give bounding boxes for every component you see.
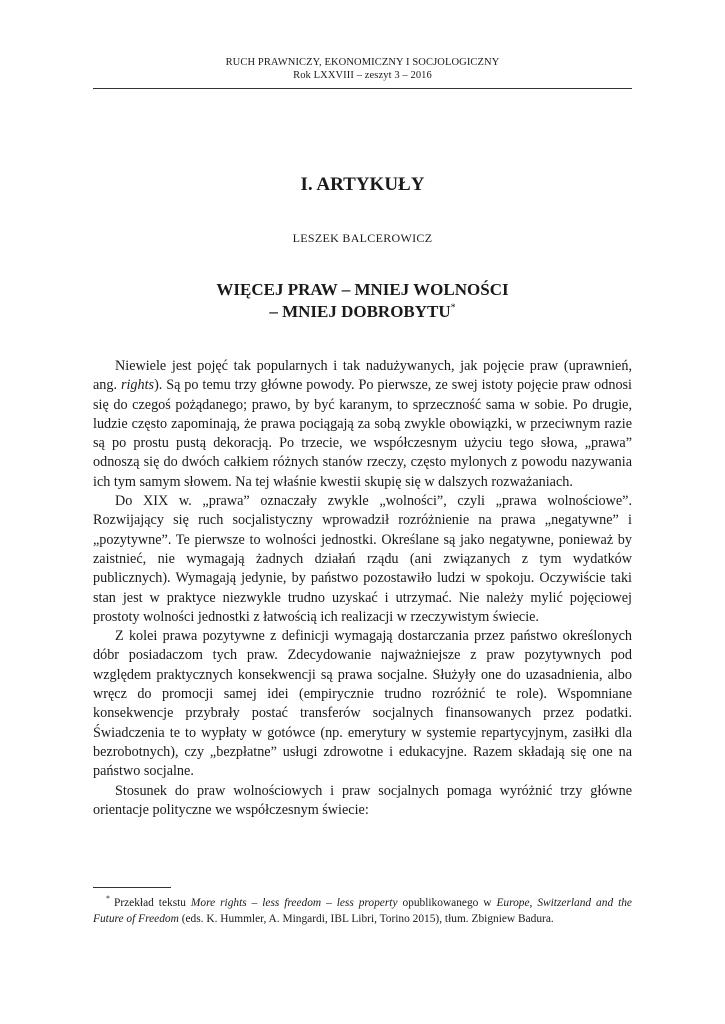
author-name: LESZEK BALCEROWICZ	[292, 231, 433, 245]
footnote-text-a: Przekład tekstu	[114, 897, 191, 909]
section-title: I. ARTYKUŁY	[300, 174, 425, 195]
paragraph-1	[93, 357, 632, 492]
journal-name: RUCH PRAWNICZY, EKONOMICZNY I SOCJOLOGICZNY	[225, 57, 500, 68]
running-head	[93, 56, 632, 82]
paragraph-4: Stosunek do praw wolnościowych i praw socjalnych pomaga wyróżnić trzy główne orientacje polityczne we współczesnym świecie:	[93, 782, 632, 818]
footnote-divider	[93, 887, 171, 888]
article-title-line-1: WIĘCEJ PRAW – MNIEJ WOLNOŚCI	[216, 280, 509, 299]
article-title-line-2	[93, 301, 632, 323]
paragraph-1-part-a: Niewiele jest pojęć tak popularnych i tak nadużywanych, jak pojęcie praw (uprawnień, ang.	[93, 358, 632, 394]
issue-info: Rok LXXVIII – zeszyt 3 – 2016	[293, 70, 432, 81]
footnote	[93, 896, 632, 927]
paragraph-2: Do XIX w. „prawa” oznaczały zwykle „wolności”, czyli „prawa wolnościowe”. Rozwijający się ruch socjalistyczny wprowadził rozróżnienie na prawa „negatywne” i „pozytywne”. Te pierwsze to wolności jednostki. Określane są jako negatywne, ponieważ by zaistnieć, nie wymagają żadnych działań rządu (ani związanych z tym wydatków publicznych). Wymagają jedynie, by państwo pozostawiło ludzi w spokoju. Oczywiście taki stan jest w praktyce niezwykle trudno uzyskać i utrzymać. Nie należy mylić pojęciowej prostoty wolności jednostki z łatwością ich realizacji w rzeczywistym świecie.	[93, 493, 632, 625]
paragraph-1-part-b: ). Są po temu trzy główne powody. Po pierwsze, ze swej istoty pojęcie praw odnosi się do czegoś pożądanego; prawo, by być karanym, to sprzeczność sama w sobie. Po drugie, ludzie często zapominają, że prawa pociągają za sobą zwykle obowiązki, w przeciwnym razie są po prostu pustą dekoracją. Po trzecie, we współczesnym użyciu tego słowa, „prawa” odnoszą się do dwóch całkiem różnych stanów rzeczy, często mylonych z powodu nazywania ich tym samym słowem. Na tej właśnie kwestii skupię się w dalszych rozważaniach.	[93, 377, 632, 490]
footnote-reference-mark[interactable]: *	[450, 302, 456, 314]
paragraph-1-italic-term: rights	[120, 377, 155, 394]
footnote-italic-title: More rights – less freedom – less property	[190, 897, 398, 909]
footnote-italic-book: Europe, Switzerland and the Future of Freedom	[93, 897, 632, 925]
article-title	[93, 279, 632, 323]
journal-page	[93, 0, 632, 1024]
header-divider	[93, 88, 632, 89]
paragraph-3: Z kolei prawa pozytywne z definicji wymagają dostarczania przez państwo określonych dóbr posiadaczom tych praw. Zdecydowanie najważniejsze z praw pozytywnych pod względem praktycznych konsekwencji są prawa socjalne. Służyły one do uzasadnienia, albo wręcz do promocji samej idei (empirycznie trudno rozróżnić te role). Wspomniane konsekwencje przybrały postać transferów socjalnych finansowanych przez podatki. Świadczenia te to wypłaty w gotówce (np. emerytury w systemie repartycyjnym, zasiłki dla bezrobotnych), czy „bezpłatne” usługi zdrowotne i edukacyjne. Razem składają się one na państwo socjalne.	[93, 628, 632, 780]
footnote-text-c: (eds. K. Hummler, A. Mingardi, IBL Libri, Torino 2015), tłum. Zbigniew Badura.	[178, 912, 554, 925]
article-title-line-2-text: – MNIEJ DOBROBYTU	[269, 302, 451, 321]
footnote-mark: *	[106, 894, 110, 904]
article-body	[93, 357, 632, 820]
footnote-text-b: opublikowanego w	[397, 897, 497, 909]
